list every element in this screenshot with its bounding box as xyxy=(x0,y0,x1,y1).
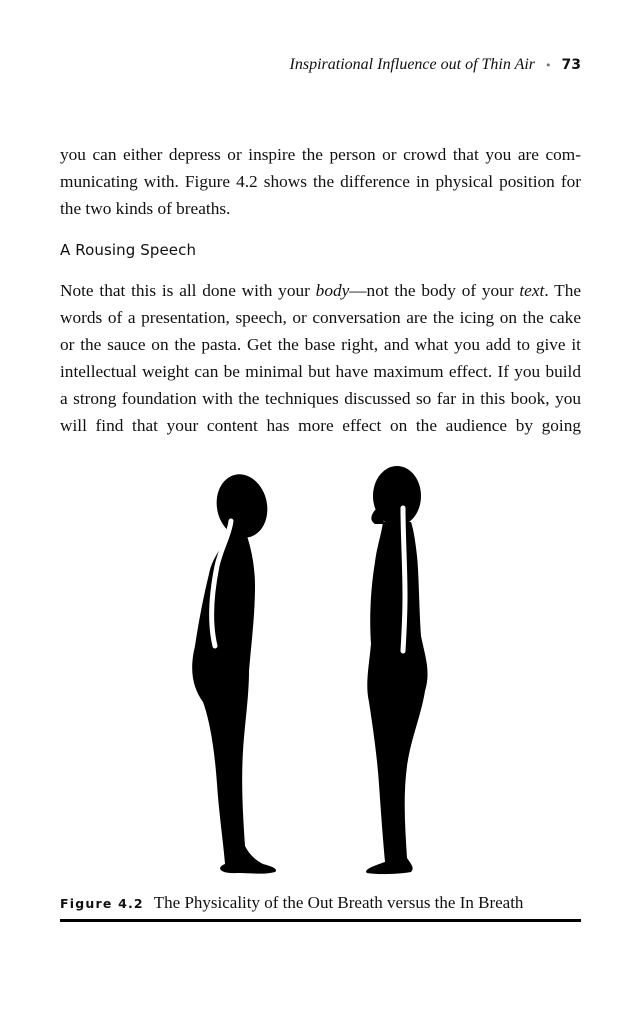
figure-4-2-illustration xyxy=(185,466,455,880)
caption-rule xyxy=(60,919,581,922)
running-head-bullet: • xyxy=(545,58,552,72)
upright-spine-line xyxy=(403,508,405,651)
slumped-silhouette xyxy=(192,470,276,874)
body-paragraph-2 xyxy=(60,277,581,439)
page-number: 73 xyxy=(561,57,581,73)
breathing-posture-figure xyxy=(185,466,455,880)
figure-label: Figure 4.2 xyxy=(60,896,144,911)
figure-caption xyxy=(60,893,581,913)
running-head-title: Inspirational Influence out of Thin Air xyxy=(289,56,536,73)
body-paragraph-1: you can either depress or inspire the person or crowd that you are com- municating with. Figure 4.2 shows the difference in physical position for the two kinds of breaths. xyxy=(60,145,581,218)
paragraph-2-text-3: . The words of a presentation, speech, or conversation are the icing on the cake or the sauce on the pasta. Get the base right, and what you add to give it intellectual weight can be minimal but have maximum effect. If you build a strong foundation with the techniques discussed so far in this book, you will find that your content has more effect on the audience by going xyxy=(60,281,582,435)
section-heading: A Rousing Speech xyxy=(60,241,197,259)
upright-silhouette xyxy=(366,466,427,874)
emphasis-body: body xyxy=(315,281,350,300)
slumped-head xyxy=(211,470,273,543)
slumped-body xyxy=(192,532,276,874)
emphasis-text: text xyxy=(519,281,545,300)
running-head xyxy=(290,56,581,74)
paragraph-2-text-1: Note that this is all done with your xyxy=(60,281,316,300)
paragraph-2-text-2: —not the body of your xyxy=(349,281,520,300)
figure-caption-text: The Physicality of the Out Breath versus the In Breath xyxy=(153,893,524,912)
